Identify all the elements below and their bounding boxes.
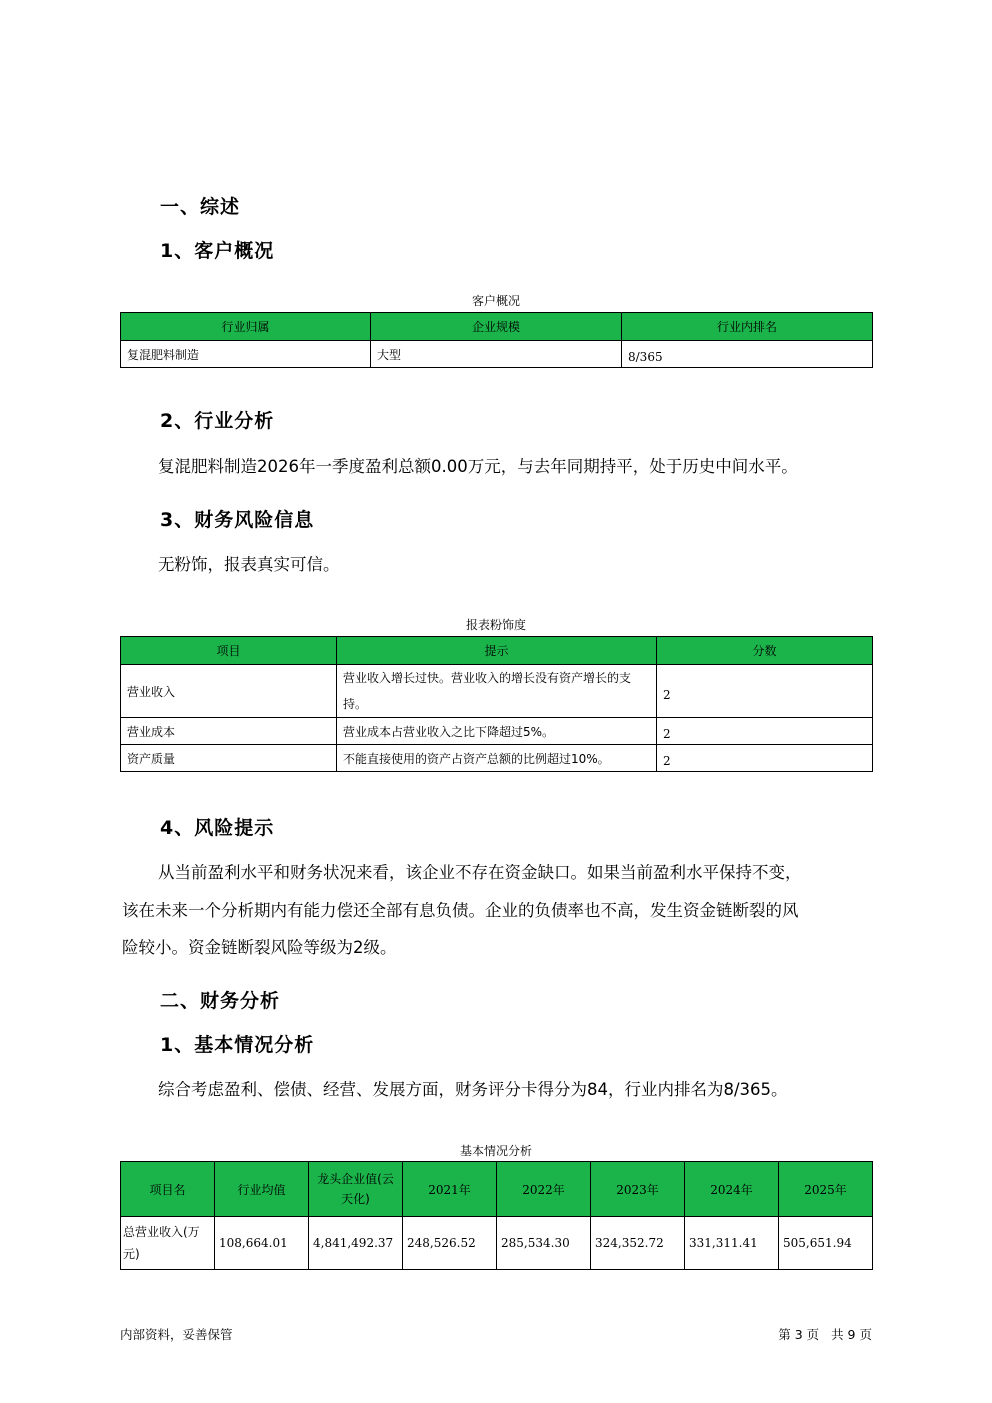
risk-tip-line-3: 险较小。资金链断裂风险等级为2级。: [122, 938, 397, 957]
risk-tip-line-1: 从当前盈利水平和财务状况来看，该企业不存在资金缺口。如果当前盈利水平保持不变，: [158, 863, 802, 882]
table-caption-basic: 基本情况分析: [459, 1144, 532, 1158]
table-cell: 108,664.01: [215, 1217, 309, 1270]
section-title-financial: 二、财务分析: [160, 990, 281, 1012]
table-header-cell: 2025年: [779, 1162, 873, 1217]
table-header-cell: 项目: [121, 637, 337, 665]
table-cell: 营业收入: [121, 665, 337, 718]
table-header-cell: 行业归属: [121, 313, 371, 341]
subsection-title-basic: 1、基本情况分析: [160, 1034, 315, 1056]
table-caption-customer: 客户概况: [471, 294, 520, 308]
subsection-title-risk-tip: 4、风险提示: [160, 817, 275, 839]
table-cell: 4,841,492.37: [309, 1217, 403, 1270]
footer-page-number: 第 3 页 共 9 页: [778, 1327, 872, 1342]
table-header-cell: 行业均值: [215, 1162, 309, 1217]
table-caption-embellish: 报表粉饰度: [465, 618, 526, 632]
table-header-cell: 2023年: [591, 1162, 685, 1217]
basic-analysis-table: [120, 1161, 873, 1270]
table-cell: 285,534.30: [497, 1217, 591, 1270]
embellishment-table: [120, 636, 873, 772]
table-cell: 大型: [371, 341, 622, 368]
table-cell: 营业收入增长过快。营业收入的增长没有资产增长的支持。: [337, 665, 657, 718]
subsection-title-financial-risk: 3、财务风险信息: [160, 509, 315, 531]
table-header-cell: 企业规模: [371, 313, 622, 341]
table-cell: 8/365: [622, 341, 873, 368]
table-cell: 复混肥料制造: [121, 341, 371, 368]
table-cell: 331,311.41: [685, 1217, 779, 1270]
section-title-overview: 一、综述: [160, 196, 241, 218]
table-header-cell: 2022年: [497, 1162, 591, 1217]
basic-analysis-text: 综合考虑盈利、偿债、经营、发展方面，财务评分卡得分为84，行业内排名为8/365。: [158, 1080, 788, 1099]
table-cell: 2: [657, 665, 873, 718]
table-header-cell: 行业内排名: [622, 313, 873, 341]
table-cell: 营业成本占营业收入之比下降超过5%。: [337, 718, 657, 745]
table-cell: 324,352.72: [591, 1217, 685, 1270]
table-cell: 资产质量: [121, 745, 337, 772]
subsection-title-customer: 1、客户概况: [160, 240, 275, 262]
table-cell: 505,651.94: [779, 1217, 873, 1270]
table-cell: 营业成本: [121, 718, 337, 745]
financial-risk-text: 无粉饰，报表真实可信。: [158, 555, 340, 574]
industry-analysis-text: 复混肥料制造2026年一季度盈利总额0.00万元，与去年同期持平，处于历史中间水平。: [158, 457, 798, 476]
table-cell: 2: [657, 745, 873, 772]
table-header-cell: 提示: [337, 637, 657, 665]
table-header-cell: 2021年: [403, 1162, 497, 1217]
table-cell: 2: [657, 718, 873, 745]
subsection-title-industry: 2、行业分析: [160, 410, 275, 432]
footer-confidential: 内部资料，妥善保管: [120, 1327, 233, 1342]
table-cell: 不能直接使用的资产占资产总额的比例超过10%。: [337, 745, 657, 772]
table-header-cell: 分数: [657, 637, 873, 665]
table-cell: 248,526.52: [403, 1217, 497, 1270]
table-header-cell: 龙头企业值(云天化): [309, 1162, 403, 1217]
customer-table: [120, 312, 873, 368]
table-cell: 总营业收入(万元): [121, 1217, 215, 1270]
risk-tip-line-2: 该在未来一个分析期内有能力偿还全部有息负债。企业的负债率也不高，发生资金链断裂的风: [122, 901, 799, 920]
table-header-cell: 项目名: [121, 1162, 215, 1217]
table-header-cell: 2024年: [685, 1162, 779, 1217]
